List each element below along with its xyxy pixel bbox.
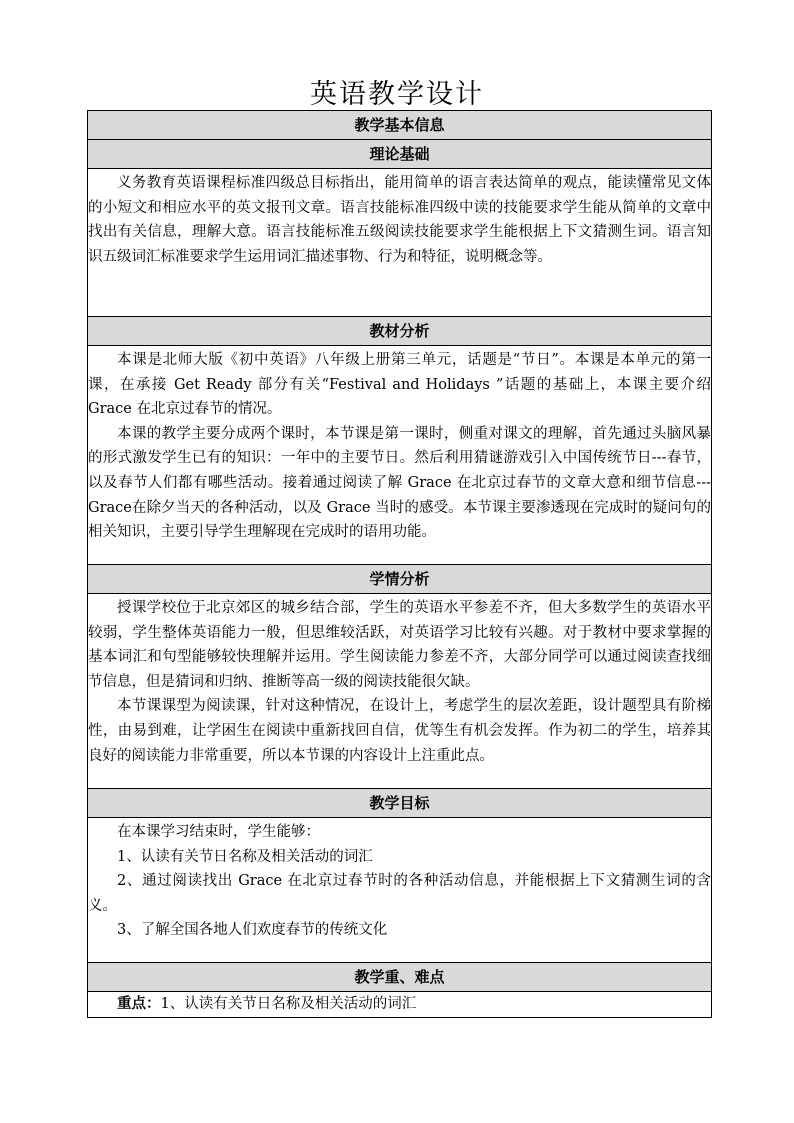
- theory-body-row: [88, 169, 712, 317]
- teaching-plan-table: [87, 110, 712, 1018]
- goals-body-row: [88, 818, 712, 963]
- document-title: 英语教学设计: [310, 79, 484, 110]
- material-header: 教材分析: [88, 317, 712, 346]
- key-point-text: 1、认读有关节日名称及相关活动的词汇: [160, 996, 417, 1012]
- key-point-label: 重点：: [117, 995, 161, 1012]
- goal-item-3: 3、了解全国各地人们欢度春节的传统文化: [117, 922, 388, 939]
- theory-body: [88, 169, 712, 317]
- goal-item-2: 2、通过阅读找出 Grace 在北京过春节时的各种活动信息，并能根据上下文猜测生词的含义。: [88, 873, 711, 914]
- key-point-line: [88, 992, 711, 1017]
- student-paragraph-2: 本节课课型为阅读课，针对这种情况，在设计上，考虑学生的层次差距，设计题型具有阶梯性，由易到难，让学困生在阅读中重新找回自信，优等生有机会发挥。作为初二的学生，培养其良好的阅读能力非常重要，所以本节课的内容设计上注重此点。: [88, 698, 711, 764]
- student-body-row: [88, 594, 712, 789]
- material-body: [88, 346, 712, 565]
- student-body: [88, 594, 712, 789]
- student-paragraph-1: 授课学校位于北京郊区的城乡结合部，学生的英语水平参差不齐，但大多数学生的英语水平较弱，学生整体英语能力一般，但思维较活跃，对英语学习比较有兴趣。对于教材中要求掌握的基本词汇和句型能够较快理解并运用。学生阅读能力参差不齐，大部分同学可以通过阅读查找细节信息，但是猜词和归纳、推断等高一级的阅读技能很欠缺。: [88, 600, 711, 690]
- key-points-header: 教学重、难点: [88, 963, 712, 992]
- material-body-row: [88, 346, 712, 565]
- basic-info-header-row: [88, 111, 712, 140]
- student-header-row: [88, 565, 712, 594]
- goal-item-1: 1、认读有关节日名称及相关活动的词汇: [117, 848, 373, 865]
- theory-header: 理论基础: [88, 140, 712, 169]
- student-header: 学情分析: [88, 565, 712, 594]
- basic-info-header: 教学基本信息: [88, 111, 712, 140]
- material-paragraph-2: 本课的教学主要分成两个课时，本节课是第一课时，侧重对课文的理解，首先通过头脑风暴的形式激发学生已有的知识：一年中的主要节日。然后利用猜谜游戏引入中国传统节日---春节，以及春节人们都有哪些活动。接着通过阅读了解 Grace 在北京过春节的文章大意和细节信息---Grace在除夕当天的各种活动，以及 Grace 当时的感受。本节课主要渗透现在完成时的疑问句的相关知识，主要引导学生理解现在完成时的语用功能。: [88, 425, 711, 541]
- key-points-body: [88, 992, 712, 1018]
- theory-paragraph: 义务教育英语课程标准四级总目标指出，能用简单的语言表达简单的观点，能读懂常见文体的小短文和相应水平的英文报刊文章。语言技能标准四级中读的技能要求学生能从简单的文章中找出有关信息，理解大意。语言技能标准五级阅读技能要求学生能根据上下文猜测生词。语言知识五级词汇标准要求学生运用词汇描述事物、行为和特征，说明概念等。: [88, 175, 711, 265]
- goals-header: 教学目标: [88, 789, 712, 818]
- key-points-header-row: [88, 963, 712, 992]
- goals-header-row: [88, 789, 712, 818]
- goals-intro: 在本课学习结束时，学生能够：: [117, 824, 320, 840]
- material-paragraph-1: 本课是北师大版《初中英语》八年级上册第三单元，话题是“节日”。本课是本单元的第一课，在承接 Get Ready 部分有关“Festival and Holidays ”话题的基础上，本课主要介绍 Grace 在北京过春节的情况。: [88, 352, 711, 418]
- material-header-row: [88, 317, 712, 346]
- theory-header-row: [88, 140, 712, 169]
- key-points-body-row: [88, 992, 712, 1018]
- goals-body: [88, 818, 712, 963]
